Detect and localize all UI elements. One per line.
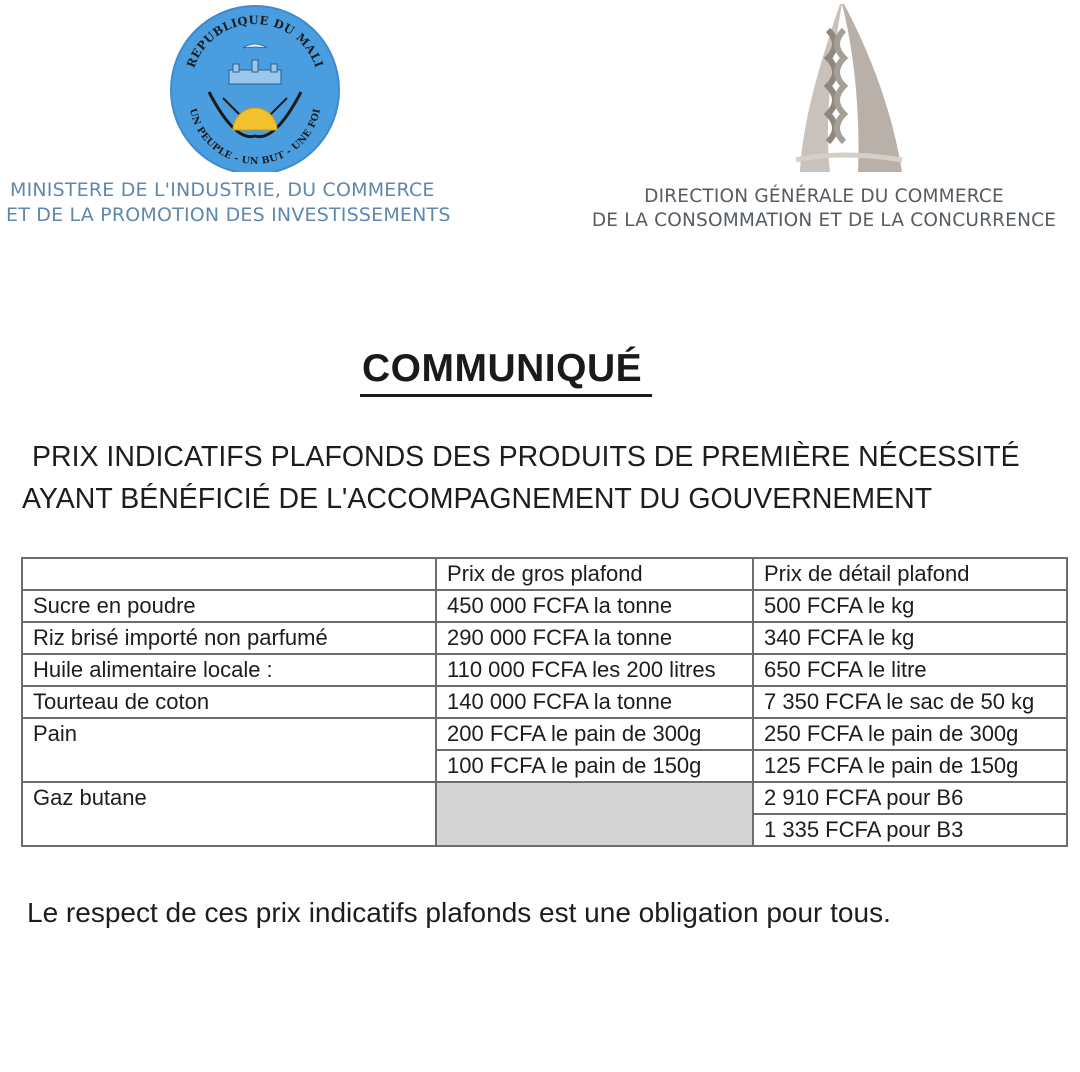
product-cell: Huile alimentaire locale : [22, 654, 436, 686]
product-cell: Gaz butane [22, 782, 436, 846]
detail-price-cell: 1 335 FCFA pour B3 [753, 814, 1067, 846]
table-row [22, 686, 1067, 718]
subtitle-line-2: AYANT BÉNÉFICIÉ DE L'ACCOMPAGNEMENT DU GOUVERNEMENT [22, 483, 933, 515]
gros-price-cell: 140 000 FCFA la tonne [436, 686, 753, 718]
detail-price-cell: 125 FCFA le pain de 150g [753, 750, 1067, 782]
product-cell: Tourteau de coton [22, 686, 436, 718]
gros-price-cell: 290 000 FCFA la tonne [436, 622, 753, 654]
table-row [22, 782, 1067, 814]
detail-price-cell: 340 FCFA le kg [753, 622, 1067, 654]
table-row [22, 622, 1067, 654]
gros-price-cell: 450 000 FCFA la tonne [436, 590, 753, 622]
product-cell: Riz brisé importé non parfumé [22, 622, 436, 654]
gros-price-cell-empty [436, 782, 753, 846]
subtitle-line-1: PRIX INDICATIFS PLAFONDS DES PRODUITS DE PREMIÈRE NÉCESSITÉ [32, 441, 1020, 473]
direction-header [570, 185, 1078, 233]
ministry-header [6, 178, 526, 228]
table-row [22, 654, 1067, 686]
detail-price-cell: 2 910 FCFA pour B6 [753, 782, 1067, 814]
detail-price-cell: 500 FCFA le kg [753, 590, 1067, 622]
mali-seal-logo [163, 2, 345, 172]
communique-title: COMMUNIQUÉ [360, 346, 652, 397]
direction-emblem-logo [762, 0, 922, 176]
product-cell: Sucre en poudre [22, 590, 436, 622]
gros-price-cell: 100 FCFA le pain de 150g [436, 750, 753, 782]
footer-notice: Le respect de ces prix indicatifs plafonds est une obligation pour tous. [27, 897, 891, 928]
detail-price-cell: 250 FCFA le pain de 300g [753, 718, 1067, 750]
price-table [21, 557, 1068, 847]
ministry-line-1: MINISTERE DE L'INDUSTRIE, DU COMMERCE [10, 179, 435, 201]
header-cell-product [22, 558, 436, 590]
communique-subtitle [22, 436, 1080, 520]
gros-price-cell: 200 FCFA le pain de 300g [436, 718, 753, 750]
table-row [22, 590, 1067, 622]
header-cell-gros: Prix de gros plafond [436, 558, 753, 590]
header-cell-detail: Prix de détail plafond [753, 558, 1067, 590]
table-header-row [22, 558, 1067, 590]
detail-price-cell: 650 FCFA le litre [753, 654, 1067, 686]
detail-price-cell: 7 350 FCFA le sac de 50 kg [753, 686, 1067, 718]
gros-price-cell: 110 000 FCFA les 200 litres [436, 654, 753, 686]
svg-text:REPUBLIQUE DU MALI: REPUBLIQUE DU MALI [183, 12, 327, 70]
table-row [22, 718, 1067, 750]
svg-text:UN PEUPLE - UN BUT - UNE FOI: UN PEUPLE - UN BUT - UNE FOI [186, 107, 324, 168]
product-cell: Pain [22, 718, 436, 782]
direction-line-2: DE LA CONSOMMATION ET DE LA CONCURRENCE [591, 210, 1057, 231]
direction-line-1: DIRECTION GÉNÉRALE DU COMMERCE [644, 186, 1004, 207]
ministry-line-2: ET DE LA PROMOTION DES INVESTISSEMENTS [6, 204, 451, 226]
